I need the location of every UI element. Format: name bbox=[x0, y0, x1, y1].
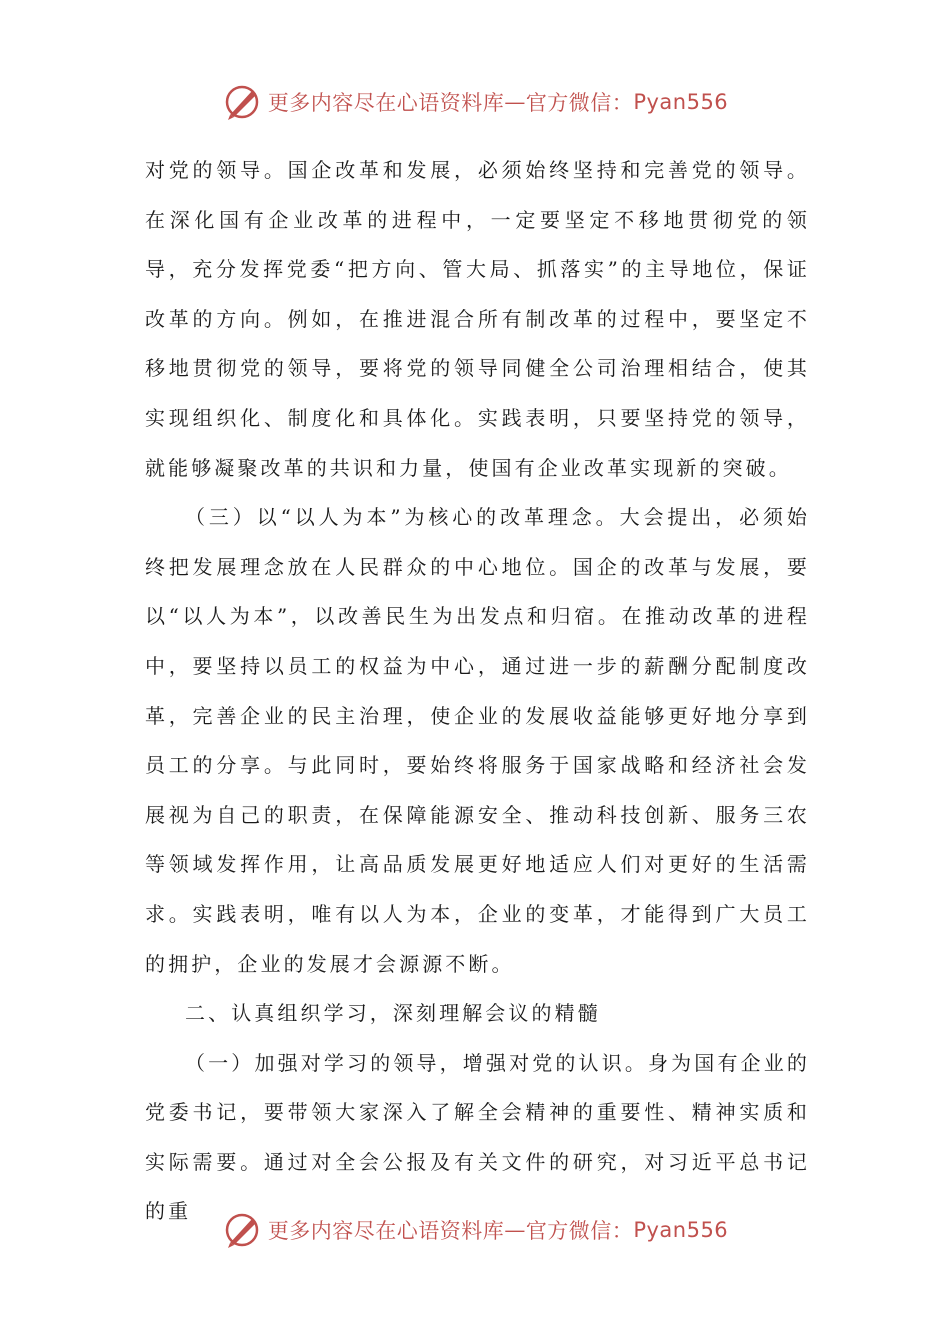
banner-separator: — bbox=[504, 90, 526, 114]
header-banner bbox=[0, 80, 950, 124]
document-body bbox=[145, 146, 810, 1237]
banner-site-text: 更多内容尽在心语资料库 bbox=[267, 1219, 505, 1243]
banner-wechat-id: Pyan556 bbox=[633, 90, 729, 114]
section-heading-study: 二、认真组织学习，深刻理解会议的精髓 bbox=[185, 1001, 601, 1026]
paragraph-party-leadership: 对党的领导。国企改革和发展，必须始终坚持和完善党的领导。在深化国有企业改革的进程中，一定要坚定不移地贯彻党的领导，充分发挥党委“把方向、管大局、抓落实”的主导地位，保证改革的方向。例如，在推进混合所有制改革的过程中，要坚定不移地贯彻党的领导，要将党的领导同健全公司治理相结合，使其实现组织化、制度化和具体化。实践表明，只要坚持党的领导，就能够凝聚改革的共识和力量，使国有企业改革实现新的突破。 bbox=[145, 158, 810, 480]
banner-wechat-id: Pyan556 bbox=[633, 1218, 729, 1242]
paragraph-people-centered: （三）以“以人为本”为核心的改革理念。大会提出，必须始终把发展理念放在人民群众的中心地位。国企的改革与发展，要以“以人为本”，以改善民生为出发点和归宿。在推动改革的进程中，要坚持以员工的权益为中心，通过进一步的薪酬分配制度改革，完善企业的民主治理，使企业的发展收益能够更好地分享到员工的分享。与此同时，要始终将服务于国家战略和经济社会发展视为自己的职责，在保障能源安全、推动科技创新、服务三农等领域发挥作用，让高品质发展更好地适应人们对更好的生活需求。实践表明，唯有以人为本，企业的变革，才能得到广大员工的拥护，企业的发展才会源源不断。 bbox=[145, 505, 810, 976]
paragraph-strengthen-study: （一）加强对学习的领导，增强对党的认识。身为国有企业的党委书记，要带领大家深入了解全会精神的重要性、精神实质和实际需要。通过对全会公报及有关文件的研究，对习近平总书记的重 bbox=[145, 1050, 810, 1224]
banner-site-text: 更多内容尽在心语资料库 bbox=[267, 91, 505, 115]
banner-wechat-label: 官方微信： bbox=[525, 1219, 634, 1243]
banner-wechat-label: 官方微信： bbox=[525, 91, 634, 115]
pen-logo-icon bbox=[222, 1210, 262, 1250]
pen-logo-icon bbox=[222, 82, 262, 122]
banner-separator: — bbox=[504, 1218, 526, 1242]
footer-banner bbox=[0, 1208, 950, 1252]
